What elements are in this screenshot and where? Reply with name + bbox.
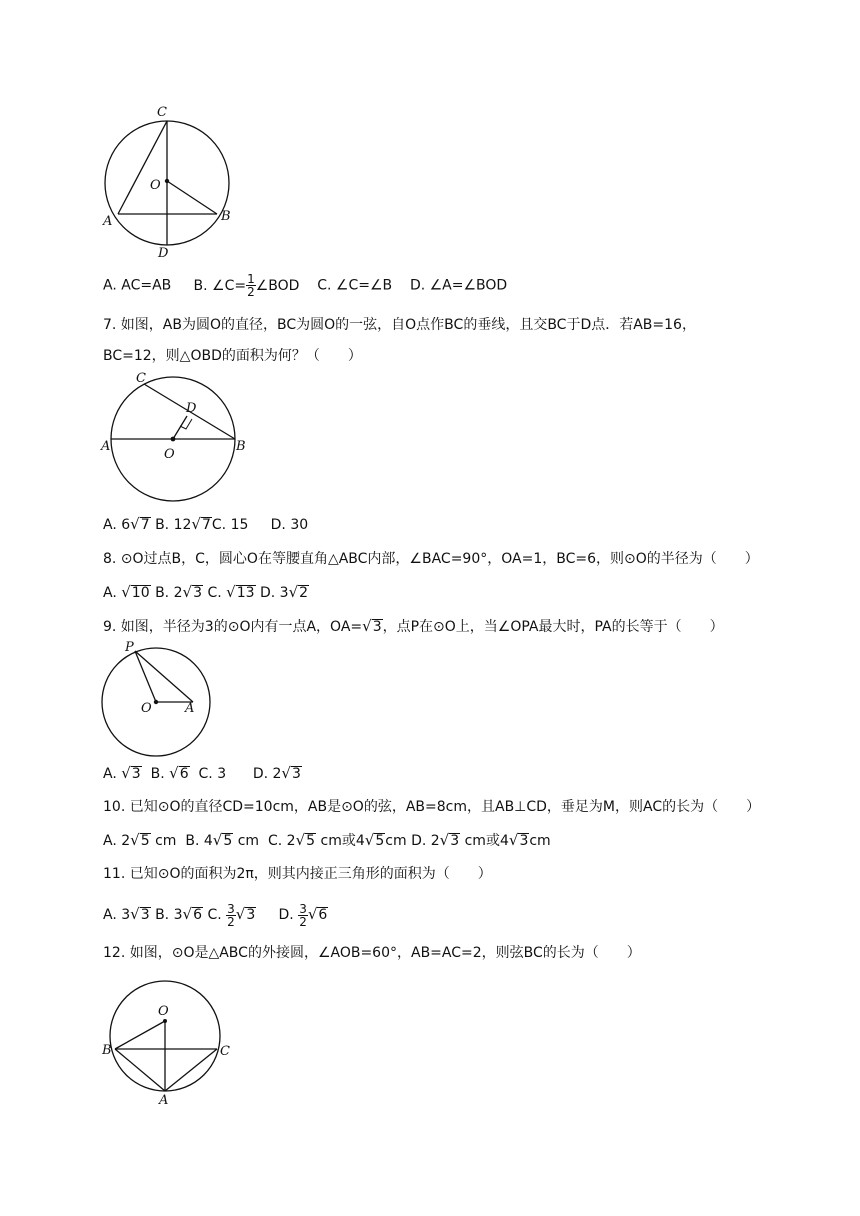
q9-options [103, 763, 302, 784]
fig6-label-c: C [157, 105, 167, 120]
q9-option-b: B. √6 [150, 764, 189, 782]
fig9-label-p: P [125, 640, 134, 655]
q10-option-b: B. 4√5 cm [185, 831, 260, 849]
q9-option-c: C. 3 [198, 766, 227, 782]
fig9-label-a: A [185, 701, 195, 716]
q10-option-d: D. 2√3 cm或4√3cm [411, 831, 551, 849]
fig12-label-b: B [102, 1043, 112, 1058]
q11-stem: 11. 已知⊙O的面积为2π，则其内接正三角形的面积为（ ） [103, 866, 492, 882]
q7-stem-line2: BC=12，则△OBD的面积为何？（ ） [103, 348, 362, 364]
q8-option-c: C. √13 [207, 583, 255, 601]
q11-option-b: B. 3√6 [155, 905, 202, 923]
q7-options [103, 514, 308, 535]
q12-stem: 12. 如图，⊙O是△ABC的外接圆，∠AOB=60°，AB=AC=2，则弦BC的长为（ ） [103, 945, 641, 961]
q6-option-b: B. ∠C= $\frac{1}{2}$ ∠BOD [193, 272, 300, 299]
fig9-label-o: O [141, 701, 152, 716]
fig6-label-a: A [103, 214, 113, 229]
q11-options [103, 900, 328, 929]
q8-option-d: D. 3√2 [259, 583, 309, 601]
q9-option-d: D. 2√3 [252, 764, 301, 782]
q7-option-b: B. 12√7 [155, 515, 211, 533]
q10-stem: 10. 已知⊙O的直径CD=10cm，AB是⊙O的弦，AB=8cm，且AB⊥CD，垂足为M，则AC的长为（ ） [103, 799, 761, 815]
q6-options [103, 273, 507, 298]
q9-stem: 9. 如图，半径为3的⊙O内有一点A，OA=√3，点P在⊙O上，当∠OPA最大时，PA的长等于（ ） [103, 617, 724, 635]
q7-option-a: A. 6√7 [103, 515, 150, 533]
q6-figure [100, 100, 240, 265]
q10-option-a: A. 2√5 cm [103, 831, 177, 849]
q11-option-a: A. 3√3 [103, 905, 150, 923]
fig7-label-c: C [136, 372, 146, 386]
q8-option-a: A. √10 [103, 583, 150, 601]
fig7-label-b: B [236, 439, 246, 454]
q11-option-d: D. $\frac{3}{2}$ √6 [278, 901, 328, 929]
q8-options [103, 582, 309, 603]
q7-figure [100, 372, 250, 502]
fig12-label-a: A [159, 1093, 169, 1105]
q9-figure [97, 638, 217, 760]
q7-option-c: C. 15 [211, 517, 249, 533]
q7-stem-line1: 7. 如图，AB为圆O的直径，BC为圆O的一弦，自O点作BC的垂线，且交BC于D点．若AB=16， [103, 317, 696, 333]
fig6-label-o: O [150, 178, 161, 193]
q12-figure [98, 980, 238, 1105]
q8-option-b: B. 2√3 [155, 583, 202, 601]
q8-stem: 8. ⊙O过点B，C，圆心O在等腰直角△ABC内部，∠BAC=90°，OA=1，BC=6，则⊙O的半径为（ ） [103, 551, 759, 567]
fig12-label-o: O [158, 1004, 169, 1019]
q10-options [103, 830, 551, 851]
q11-option-c: C. $\frac{3}{2}$ √3 [207, 901, 256, 929]
fig6-label-d: D [158, 246, 169, 261]
q10-option-c: C. 2√5 cm或4√5cm [267, 831, 407, 849]
fig7-label-o: O [164, 447, 175, 462]
fig7-label-d: D [186, 401, 197, 416]
fig6-label-b: B [221, 209, 231, 224]
q7-option-d: D. 30 [270, 517, 309, 533]
q9-option-a: A. √3 [103, 764, 141, 782]
q6-option-c: C. ∠C=∠B [317, 277, 393, 294]
q6-option-a: A. AC=AB [103, 277, 172, 294]
fig12-label-c: C [220, 1044, 230, 1059]
q6-option-d: D. ∠A=∠BOD [409, 277, 508, 294]
fig7-label-a: A [101, 439, 111, 454]
